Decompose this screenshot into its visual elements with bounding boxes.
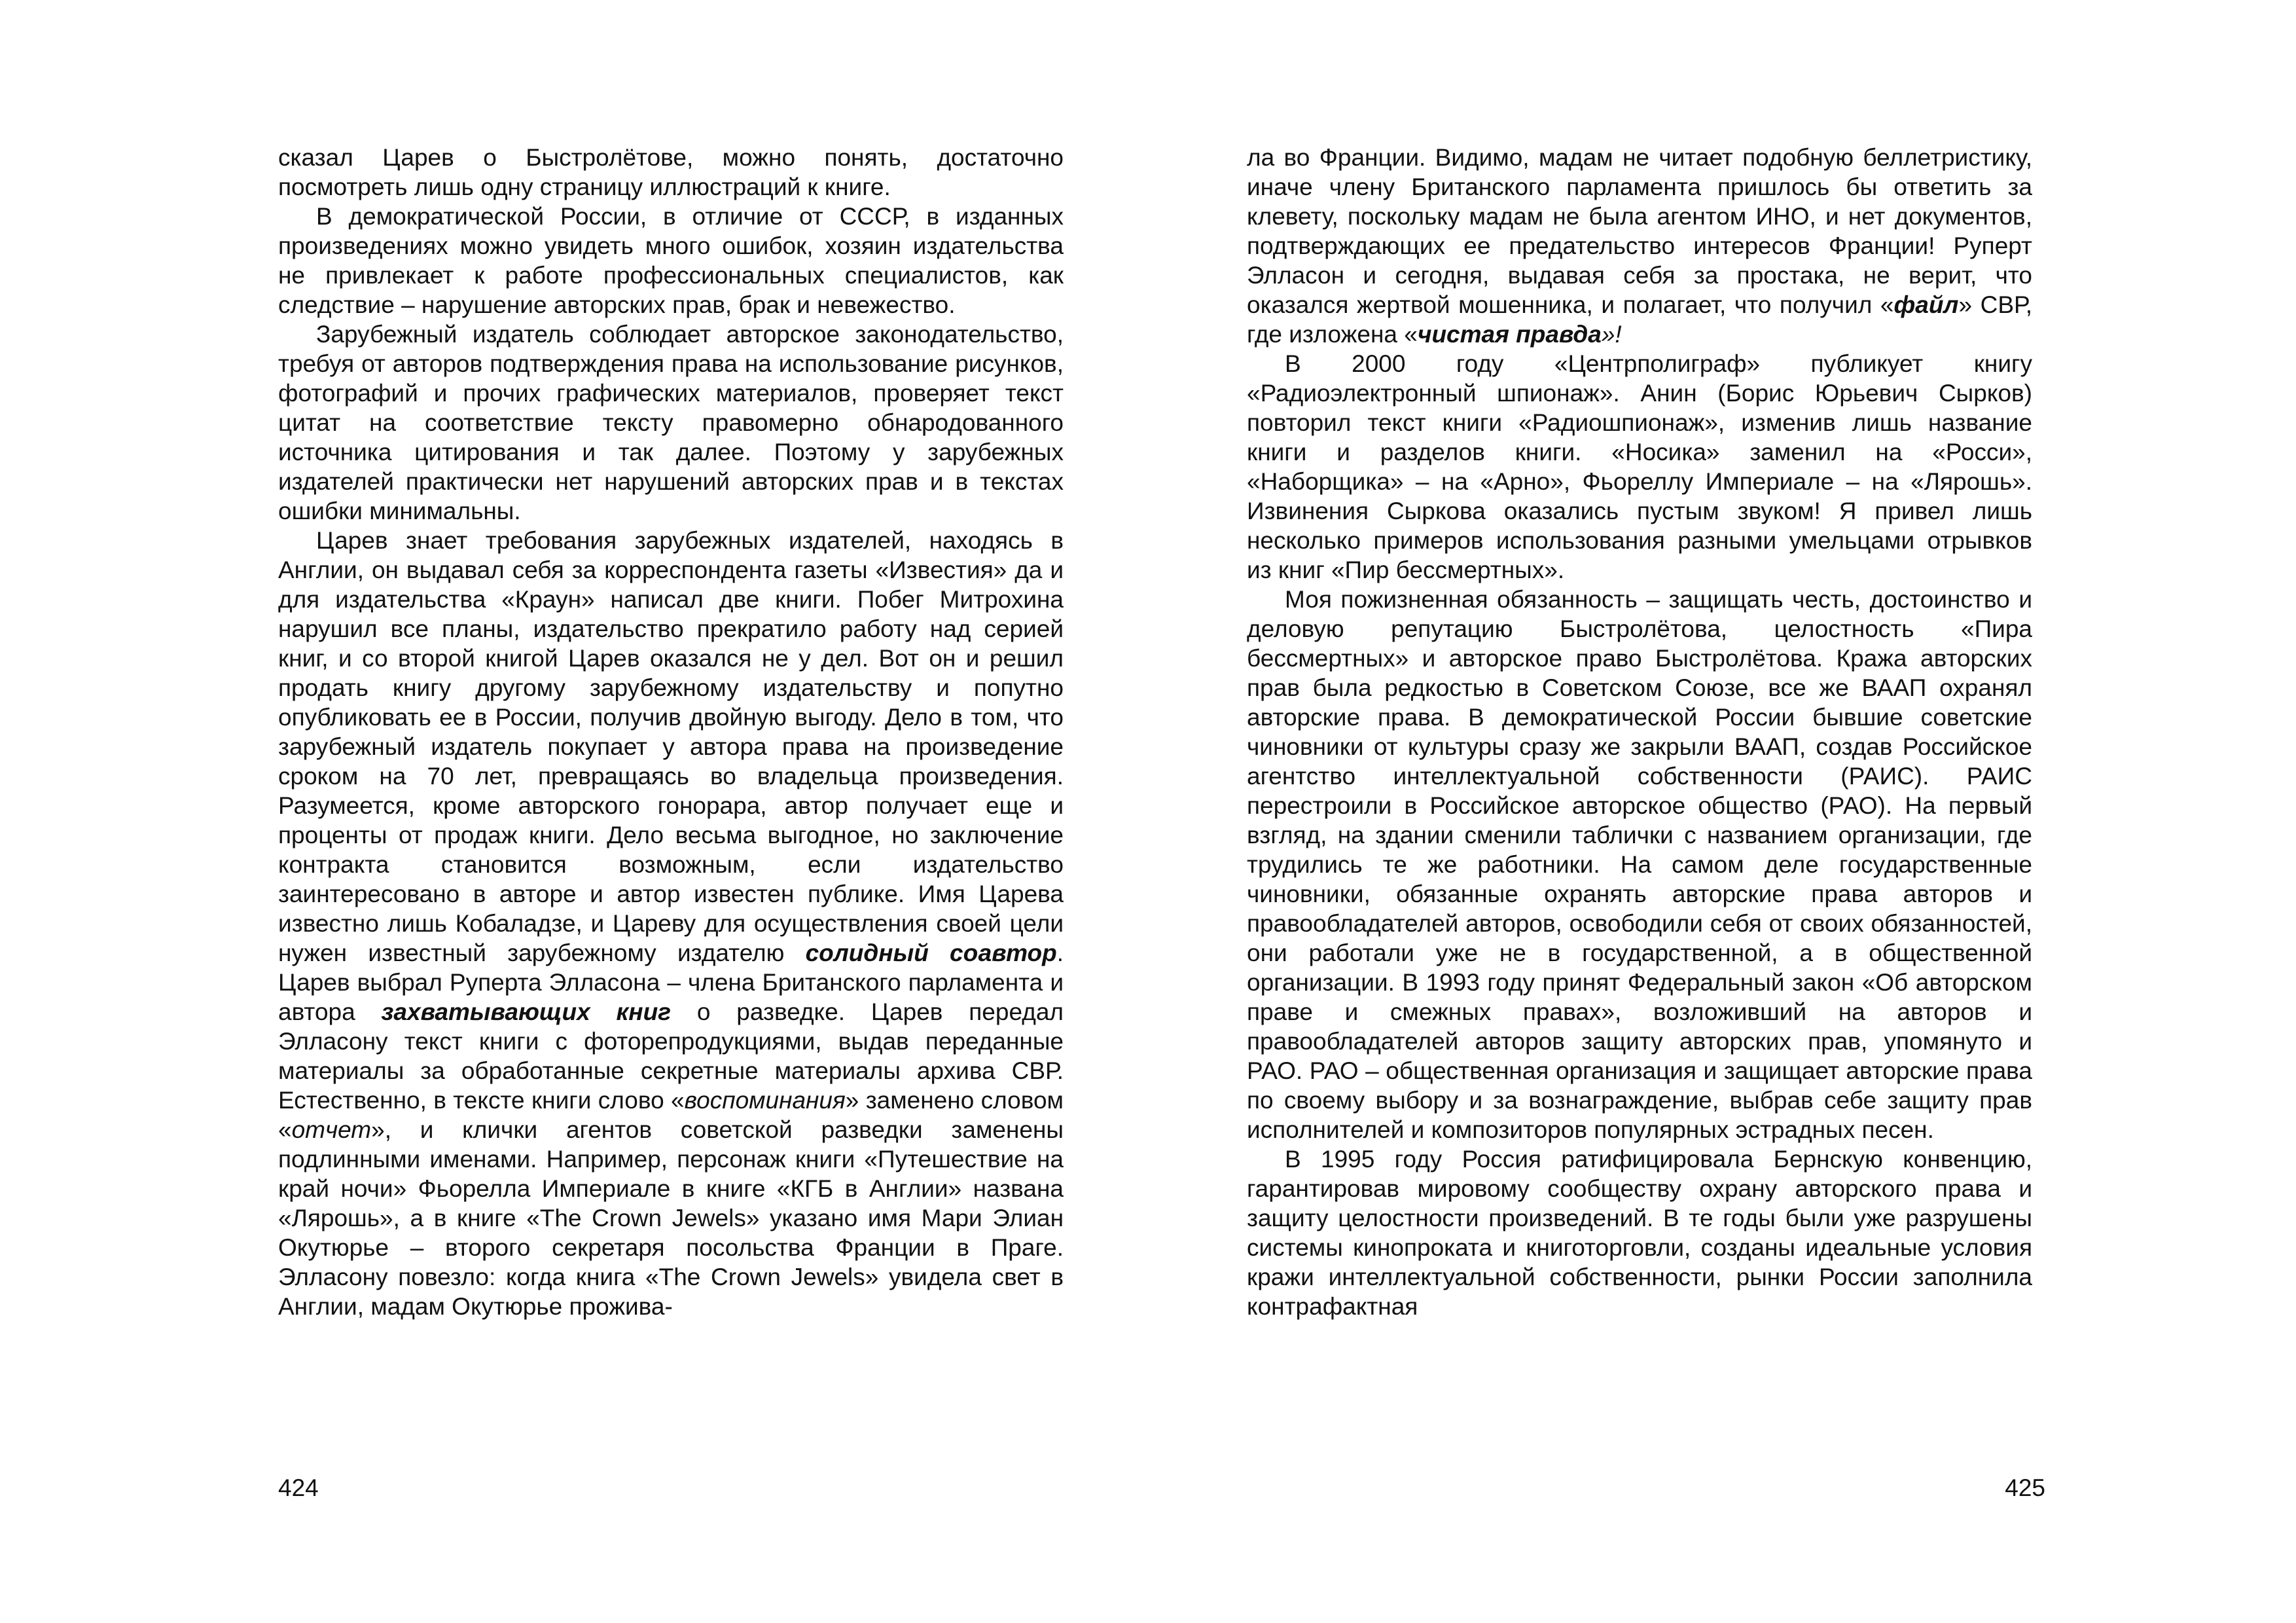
text-run: . Царев выбрал Руперта Элласона – члена Британского парламента и автора <box>278 939 1064 1025</box>
paragraph <box>1247 143 2032 349</box>
text-run: » заменено словом « <box>278 1087 1064 1143</box>
text-run: Зарубежный издатель соблюдает авторское законодательство, требуя от авторов подтверждения права на использование рисунков, фотографий и прочих графических материалов, проверяет текст цитат на соответствие тексту правомерно обнародованного источника цитирования и так далее. Поэтому у зарубежных издателей практически нет нарушений авторских прав и в текстах ошибки минимальны. <box>278 321 1064 524</box>
left-page-number: 424 <box>278 1474 319 1501</box>
paragraph <box>278 143 1064 202</box>
right-page-text <box>1247 143 2032 1321</box>
text-run: » СВР, где изложена « <box>1247 291 2032 348</box>
emphasis-bold-italic: чистая правда <box>1417 321 1602 348</box>
emphasis-italic: отчет <box>291 1116 372 1143</box>
paragraph <box>1247 349 2032 585</box>
paragraph <box>278 202 1064 319</box>
text-run: Моя пожизненная обязанность – защищать честь, достоинство и деловую репутацию Быстролётова, целостность «Пира бессмертных» и авторское право Быстролётова. Кража авторских прав была редкостью в Советском Союзе, все же ВААП охранял авторские права. В демократической России бывшие советские чиновники от культуры сразу же закрыли ВААП, создав Российское агентство интеллектуальной собственности (РАИС). РАИС перестроили в Российское авторское общество (РАО). На первый взгляд, на здании сменили таблички с названием организации, где трудились те же работники. На самом деле государственные чиновники, обязанные охранять авторские права авторов и правообладателей авторов, освободили себя от своих обязанностей, они работали уже не в государственной, а в общественной организации. В 1993 году принят Федеральный закон «Об авторском праве и смежных правах», возложивший на авторов и правообладателей авторов защиту авторских прав, упомянуто и РАО. РАО – общественная организация и защищает авторские права по своему выбору и за вознаграждение, выбрав себе защиту прав исполнителей и композиторов популярных эстрадных песен. <box>1247 586 2032 1143</box>
text-run: о разведке. Царев передал Элласону текст книги с фоторепродукциями, выдав переданные материалы за обработанные секретные материалы архива СВР. Естественно, в тексте книги слово « <box>278 998 1064 1114</box>
paragraph <box>278 319 1064 526</box>
emphasis-bold-italic: файл <box>1893 291 1959 318</box>
text-run: В демократической России, в отличие от СССР, в изданных произведениях можно увидеть много ошибок, хозяин издательства не привлекает к работе профессиональных специалистов, как следствие – нарушение авторских прав, брак и невежество. <box>278 203 1064 318</box>
text-run: сказал Царев о Быстролётове, можно понять, достаточно посмотреть лишь одну страницу иллюстраций к книге. <box>278 144 1064 200</box>
emphasis-italic: »! <box>1601 321 1622 348</box>
text-run: В 2000 году «Центрполиграф» публикует книгу «Радиоэлектронный шпионаж». Анин (Борис Юрьевич Сырков) повторил текст книги «Радиошпионаж», изменив лишь название книги и разделов книги. «Носика» заменил на «Росси», «Наборщика» – на «Арно», Фьореллу Империале – на «Лярошь». Извинения Сыркова оказались пустым звуком! Я привел лишь несколько примеров использования разными умельцами отрывков из книг «Пир бессмертных». <box>1247 350 2032 583</box>
paragraph <box>1247 1144 2032 1321</box>
text-run: Царев знает требования зарубежных издателей, находясь в Англии, он выдавал себя за корреспондента газеты «Известия» да и для издательства «Краун» написал две книги. Побег Митрохина нарушил все планы, издательство прекратило работу над серией книг, и со второй книгой Царев оказался не у дел. Вот он и решил продать книгу другому зарубежному издательству и попутно опубликовать ее в России, получив двойную выгоду. Дело в том, что зарубежный издатель покупает у автора права на произведение сроком на 70 лет, превращаясь во владельца произведения. Разумеется, кроме авторского гонорара, автор получает еще и проценты от продаж книги. Дело весьма выгодное, но заключение контракта становится возможным, если издательство заинтересовано в авторе и автор известен публике. Имя Царева известно лишь Кобаладзе, и Цареву для осуществления своей цели нужен известный зарубежному издателю <box>278 527 1064 966</box>
right-page-number: 425 <box>2005 1474 2045 1501</box>
text-run: В 1995 году Россия ратифицировала Бернскую конвенцию, гарантировав мировому сообществу охрану авторского права и защиту целостности произведений. В те годы были уже разрушены системы кинопроката и книготорговли, созданы идеальные условия кражи интеллектуальной собственности, рынки России заполнила контрафактная <box>1247 1146 2032 1320</box>
emphasis-bold-italic: солидный соавтор <box>805 939 1057 966</box>
right-page <box>1247 143 2032 1321</box>
paragraph <box>278 526 1064 1321</box>
text-run: », и клички агентов советской разведки заменены подлинными именами. Например, персонаж книги «Путешествие на край ночи» Фьорелла Империале в книге «КГБ в Англии» названа «Лярошь», а в книге «The Crown Jewels» указано имя Мари Элиан Окутюрье – второго секретаря посольства Франции в Праге. Элласону повезло: когда книга «The Crown Jewels» увидела свет в Англии, мадам Окутюрье прожива- <box>278 1116 1064 1320</box>
paragraph <box>1247 585 2032 1144</box>
left-page-text <box>278 143 1064 1321</box>
emphasis-bold-italic: захватывающих книг <box>381 998 671 1025</box>
left-page <box>278 143 1064 1321</box>
text-run: ла во Франции. Видимо, мадам не читает подобную беллетристику, иначе члену Британского парламента пришлось бы ответить за клевету, поскольку мадам не была агентом ИНО, и нет документов, подтверждающих ее предательство интересов Франции! Руперт Элласон и сегодня, выдавая себя за простака, не верит, что оказался жертвой мошенника, и полагает, что получил « <box>1247 144 2032 318</box>
emphasis-italic: воспоминания <box>684 1087 846 1114</box>
